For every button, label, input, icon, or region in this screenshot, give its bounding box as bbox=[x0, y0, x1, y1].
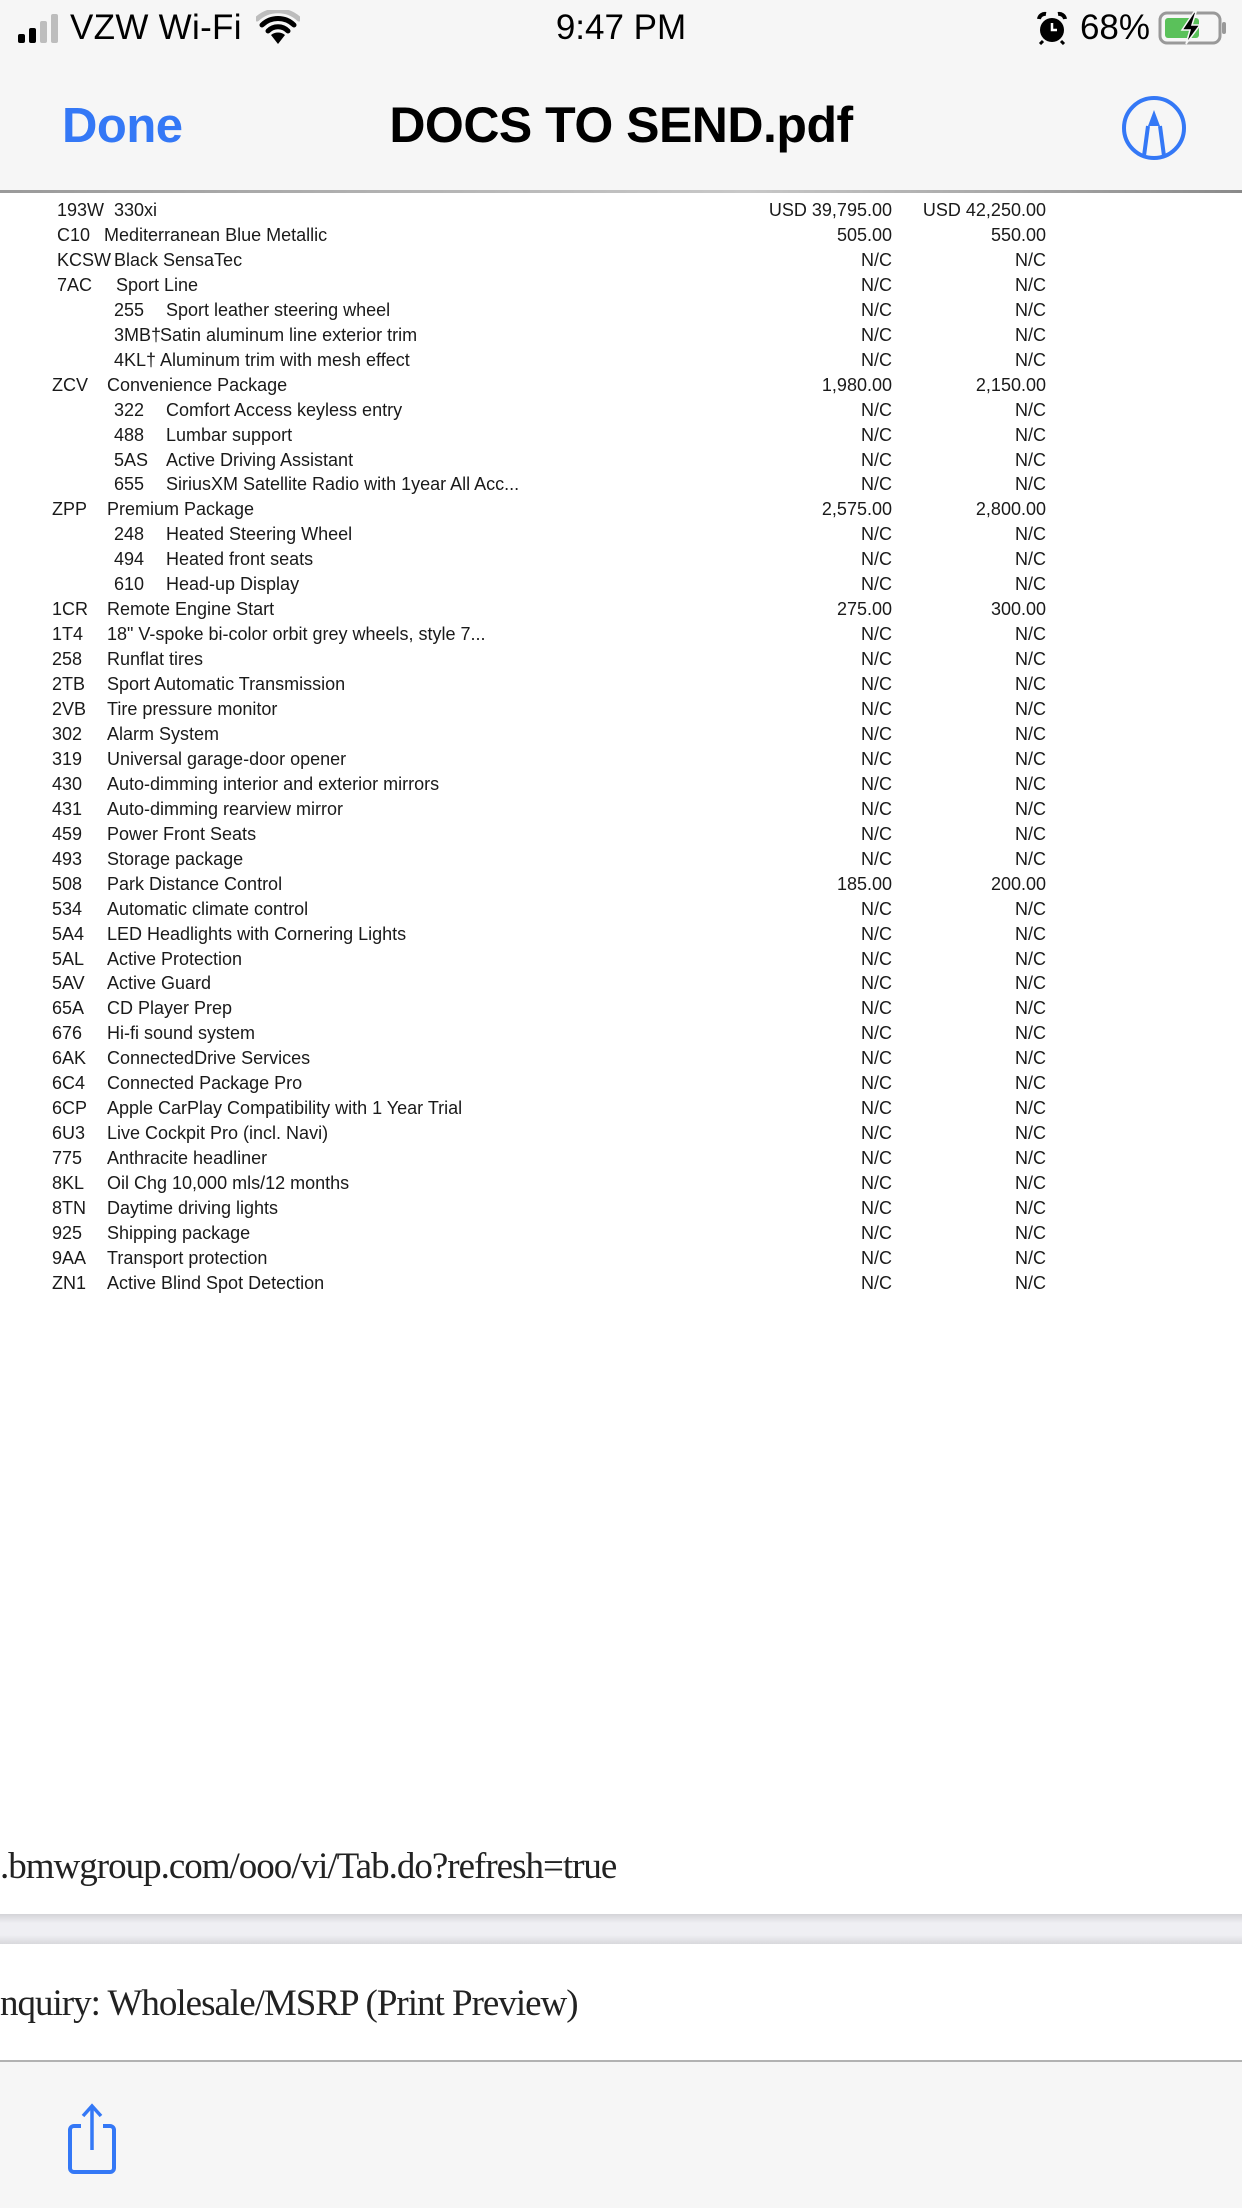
markup-pen-icon bbox=[1120, 94, 1188, 162]
msrp-price: N/C bbox=[1015, 1247, 1046, 1268]
option-code: 655 bbox=[114, 474, 145, 495]
wholesale-price: N/C bbox=[861, 574, 892, 595]
msrp-price: N/C bbox=[1015, 249, 1046, 270]
option-description: Head-up Display bbox=[166, 574, 300, 595]
option-description: Sport Automatic Transmission bbox=[107, 674, 346, 695]
option-code: 255 bbox=[114, 299, 145, 320]
option-code: 8KL bbox=[52, 1173, 85, 1194]
option-description: Mediterranean Blue Metallic bbox=[104, 224, 328, 245]
option-description: Live Cockpit Pro (incl. Navi) bbox=[107, 1123, 329, 1144]
option-code: 319 bbox=[52, 748, 83, 769]
wholesale-price: N/C bbox=[861, 424, 892, 445]
wholesale-price: N/C bbox=[861, 1247, 892, 1268]
option-description: SiriusXM Satellite Radio with 1year All Acc... bbox=[166, 474, 520, 495]
option-description: Universal garage-door opener bbox=[107, 748, 347, 769]
option-description: Satin aluminum line exterior trim bbox=[160, 324, 418, 345]
option-description: Apple CarPlay Compatibility with 1 Year Trial bbox=[107, 1098, 463, 1119]
markup-button[interactable] bbox=[1120, 94, 1188, 162]
msrp-price: N/C bbox=[1015, 1173, 1046, 1194]
msrp-price: N/C bbox=[1015, 349, 1046, 370]
wholesale-price: N/C bbox=[861, 973, 892, 994]
wholesale-price: 275.00 bbox=[836, 599, 892, 620]
msrp-price: N/C bbox=[1015, 948, 1046, 969]
option-description: Convenience Package bbox=[107, 374, 288, 395]
wholesale-price: N/C bbox=[861, 1123, 892, 1144]
wholesale-price: N/C bbox=[861, 748, 892, 769]
document-title: DOCS TO SEND.pdf bbox=[389, 97, 853, 153]
share-button[interactable] bbox=[62, 2100, 122, 2180]
wholesale-price: USD 39,795.00 bbox=[768, 200, 892, 220]
wholesale-price: N/C bbox=[861, 723, 892, 744]
option-code: 610 bbox=[114, 574, 145, 595]
option-description: Auto-dimming rearview mirror bbox=[107, 798, 344, 819]
option-code: 9AA bbox=[52, 1247, 87, 1268]
msrp-price: 200.00 bbox=[990, 873, 1046, 894]
option-description: Tire pressure monitor bbox=[107, 699, 278, 719]
msrp-price: N/C bbox=[1015, 274, 1046, 295]
status-bar bbox=[0, 0, 1242, 60]
option-code: 322 bbox=[114, 399, 145, 420]
msrp-price: N/C bbox=[1015, 674, 1046, 695]
option-description: LED Headlights with Cornering Lights bbox=[107, 923, 407, 944]
wholesale-price: N/C bbox=[861, 524, 892, 545]
wholesale-price: N/C bbox=[861, 898, 892, 919]
option-description: Remote Engine Start bbox=[107, 599, 275, 620]
msrp-price: N/C bbox=[1015, 1272, 1046, 1293]
msrp-price: N/C bbox=[1015, 998, 1046, 1019]
option-code: 5AV bbox=[52, 973, 85, 994]
option-code: 676 bbox=[52, 1023, 83, 1044]
msrp-price: N/C bbox=[1015, 1023, 1046, 1044]
option-code: 6AK bbox=[52, 1048, 87, 1069]
option-description: Oil Chg 10,000 mls/12 months bbox=[107, 1173, 350, 1194]
option-description: Aluminum trim with mesh effect bbox=[160, 349, 410, 370]
table-row bbox=[0, 1273, 1242, 1307]
msrp-price: N/C bbox=[1015, 549, 1046, 570]
done-button[interactable]: Done bbox=[62, 99, 183, 153]
msrp-price: 2,800.00 bbox=[975, 499, 1046, 520]
wholesale-price: N/C bbox=[861, 299, 892, 320]
msrp-price: N/C bbox=[1015, 1123, 1046, 1144]
option-description: Heated front seats bbox=[166, 549, 314, 570]
wholesale-price: N/C bbox=[861, 948, 892, 969]
option-description: Active Blind Spot Detection bbox=[107, 1272, 325, 1293]
battery-charging-icon bbox=[1158, 10, 1228, 46]
wholesale-price: N/C bbox=[861, 1098, 892, 1119]
wholesale-price: N/C bbox=[861, 1173, 892, 1194]
msrp-price: N/C bbox=[1015, 624, 1046, 645]
wholesale-price: 2,575.00 bbox=[821, 499, 892, 520]
pdf-viewer[interactable] bbox=[0, 190, 1242, 2060]
carrier-label: VZW Wi-Fi bbox=[70, 8, 242, 47]
wholesale-price: N/C bbox=[861, 1073, 892, 1094]
msrp-price: N/C bbox=[1015, 1098, 1046, 1119]
msrp-price: N/C bbox=[1015, 723, 1046, 744]
option-code: 431 bbox=[52, 798, 83, 819]
option-code: 5AL bbox=[52, 948, 85, 969]
wholesale-price: N/C bbox=[861, 649, 892, 670]
msrp-price: N/C bbox=[1015, 973, 1046, 994]
wholesale-price: N/C bbox=[861, 823, 892, 844]
option-description: CD Player Prep bbox=[107, 998, 233, 1019]
msrp-price: N/C bbox=[1015, 324, 1046, 345]
option-description: 18" V-spoke bi-color orbit grey wheels, style 7... bbox=[107, 624, 486, 645]
msrp-price: N/C bbox=[1015, 1048, 1046, 1069]
nav-bar bbox=[0, 60, 1242, 190]
wholesale-price: N/C bbox=[861, 1272, 892, 1293]
page-divider bbox=[0, 190, 1242, 193]
msrp-price: N/C bbox=[1015, 898, 1046, 919]
option-code: 8TN bbox=[52, 1198, 87, 1218]
msrp-price: N/C bbox=[1015, 699, 1046, 719]
page-separator bbox=[0, 1914, 1242, 1944]
option-code: 7AC bbox=[57, 274, 93, 295]
msrp-price: N/C bbox=[1015, 823, 1046, 844]
option-code: 258 bbox=[52, 649, 83, 670]
msrp-price: 2,150.00 bbox=[975, 374, 1046, 395]
wholesale-price: 505.00 bbox=[836, 224, 892, 245]
option-code: 2TB bbox=[52, 674, 86, 695]
msrp-price: N/C bbox=[1015, 649, 1046, 670]
msrp-price: N/C bbox=[1015, 1073, 1046, 1094]
msrp-price: N/C bbox=[1015, 424, 1046, 445]
msrp-price: N/C bbox=[1015, 1148, 1046, 1169]
share-icon bbox=[62, 2100, 122, 2180]
alarm-icon bbox=[1036, 11, 1068, 45]
msrp-price: N/C bbox=[1015, 923, 1046, 944]
option-code: 488 bbox=[114, 424, 145, 445]
option-description: Hi-fi sound system bbox=[107, 1023, 256, 1044]
option-code: KCSW bbox=[57, 249, 111, 270]
option-description: Anthracite headliner bbox=[107, 1148, 268, 1169]
wholesale-price: N/C bbox=[861, 848, 892, 869]
option-code: 1CR bbox=[52, 599, 89, 620]
next-page-title: nquiry: Wholesale/MSRP (Print Preview) bbox=[0, 1983, 578, 2024]
option-code: 494 bbox=[114, 549, 145, 570]
option-code: 493 bbox=[52, 848, 83, 869]
option-description: Sport leather steering wheel bbox=[166, 299, 391, 320]
wholesale-price: N/C bbox=[861, 923, 892, 944]
wholesale-price: N/C bbox=[861, 1148, 892, 1169]
option-description: Daytime driving lights bbox=[107, 1198, 279, 1218]
wholesale-price: 185.00 bbox=[836, 873, 892, 894]
option-description: Power Front Seats bbox=[107, 823, 257, 844]
option-description: ConnectedDrive Services bbox=[107, 1048, 311, 1069]
msrp-price: N/C bbox=[1015, 399, 1046, 420]
option-description: Sport Line bbox=[116, 274, 199, 295]
wholesale-price: N/C bbox=[861, 798, 892, 819]
wholesale-price: N/C bbox=[861, 549, 892, 570]
option-description: Premium Package bbox=[107, 499, 255, 520]
option-description: Runflat tires bbox=[107, 649, 204, 670]
msrp-price: N/C bbox=[1015, 474, 1046, 495]
msrp-price: 550.00 bbox=[990, 224, 1046, 245]
wholesale-price: N/C bbox=[861, 773, 892, 794]
option-description: Automatic climate control bbox=[107, 898, 309, 919]
option-code: 4KL† bbox=[114, 349, 157, 370]
option-code: ZN1 bbox=[52, 1272, 87, 1293]
option-code: 65A bbox=[52, 998, 85, 1019]
msrp-price: 300.00 bbox=[990, 599, 1046, 620]
wholesale-price: N/C bbox=[861, 449, 892, 470]
option-code: 534 bbox=[52, 898, 83, 919]
wholesale-price: N/C bbox=[861, 1198, 892, 1218]
option-description: Connected Package Pro bbox=[107, 1073, 303, 1094]
option-code: ZCV bbox=[52, 374, 88, 395]
option-code: 193W bbox=[57, 200, 105, 220]
msrp-price: USD 42,250.00 bbox=[922, 200, 1046, 220]
msrp-price: N/C bbox=[1015, 1198, 1046, 1218]
wholesale-price: N/C bbox=[861, 624, 892, 645]
wholesale-price: N/C bbox=[861, 1048, 892, 1069]
option-code: C10 bbox=[57, 224, 91, 245]
option-description: Active Driving Assistant bbox=[166, 449, 354, 470]
option-code: 459 bbox=[52, 823, 83, 844]
msrp-price: N/C bbox=[1015, 299, 1046, 320]
option-description: Comfort Access keyless entry bbox=[166, 399, 403, 420]
msrp-price: N/C bbox=[1015, 1222, 1046, 1243]
battery-percent: 68% bbox=[1079, 8, 1150, 47]
wholesale-price: N/C bbox=[861, 324, 892, 345]
option-description: Transport protection bbox=[107, 1247, 268, 1268]
page-footer-url: .bmwgroup.com/ooo/vi/Tab.do?refresh=true bbox=[0, 1846, 617, 1887]
option-code: 775 bbox=[52, 1148, 83, 1169]
wholesale-price: N/C bbox=[861, 998, 892, 1019]
option-description: Alarm System bbox=[107, 723, 220, 744]
option-description: Park Distance Control bbox=[107, 873, 283, 894]
option-code: 2VB bbox=[52, 699, 87, 719]
msrp-price: N/C bbox=[1015, 798, 1046, 819]
option-description: Auto-dimming interior and exterior mirrors bbox=[107, 773, 440, 794]
option-description: Heated Steering Wheel bbox=[166, 524, 353, 545]
wholesale-price: 1,980.00 bbox=[821, 374, 892, 395]
msrp-price: N/C bbox=[1015, 773, 1046, 794]
option-code: 430 bbox=[52, 773, 83, 794]
wholesale-price: N/C bbox=[861, 399, 892, 420]
bottom-toolbar bbox=[0, 2060, 1242, 2208]
msrp-price: N/C bbox=[1015, 748, 1046, 769]
wholesale-price: N/C bbox=[861, 699, 892, 719]
option-code: 6CP bbox=[52, 1098, 88, 1119]
option-code: 508 bbox=[52, 873, 83, 894]
option-code: 6C4 bbox=[52, 1073, 86, 1094]
option-description: Shipping package bbox=[107, 1222, 251, 1243]
msrp-price: N/C bbox=[1015, 848, 1046, 869]
wholesale-price: N/C bbox=[861, 474, 892, 495]
wholesale-price: N/C bbox=[861, 674, 892, 695]
wholesale-price: N/C bbox=[861, 349, 892, 370]
wholesale-price: N/C bbox=[861, 1222, 892, 1243]
option-code: 302 bbox=[52, 723, 83, 744]
wholesale-price: N/C bbox=[861, 249, 892, 270]
msrp-price: N/C bbox=[1015, 574, 1046, 595]
msrp-price: N/C bbox=[1015, 524, 1046, 545]
clock: 9:47 PM bbox=[555, 8, 687, 47]
option-description: 330xi bbox=[114, 200, 158, 220]
option-code: ZPP bbox=[52, 499, 88, 520]
option-description: Active Guard bbox=[107, 973, 212, 994]
wholesale-price: N/C bbox=[861, 274, 892, 295]
option-code: 5AS bbox=[114, 449, 149, 470]
option-code: 1T4 bbox=[52, 624, 84, 645]
option-code: 925 bbox=[52, 1222, 83, 1243]
option-code: 5A4 bbox=[52, 923, 85, 944]
option-code: 3MB† bbox=[114, 324, 162, 345]
option-description: Lumbar support bbox=[166, 424, 293, 445]
option-code: 6U3 bbox=[52, 1123, 86, 1144]
option-description: Black SensaTec bbox=[114, 249, 243, 270]
option-description: Storage package bbox=[107, 848, 244, 869]
option-code: 248 bbox=[114, 524, 145, 545]
wholesale-price: N/C bbox=[861, 1023, 892, 1044]
option-description: Active Protection bbox=[107, 948, 243, 969]
msrp-price: N/C bbox=[1015, 449, 1046, 470]
